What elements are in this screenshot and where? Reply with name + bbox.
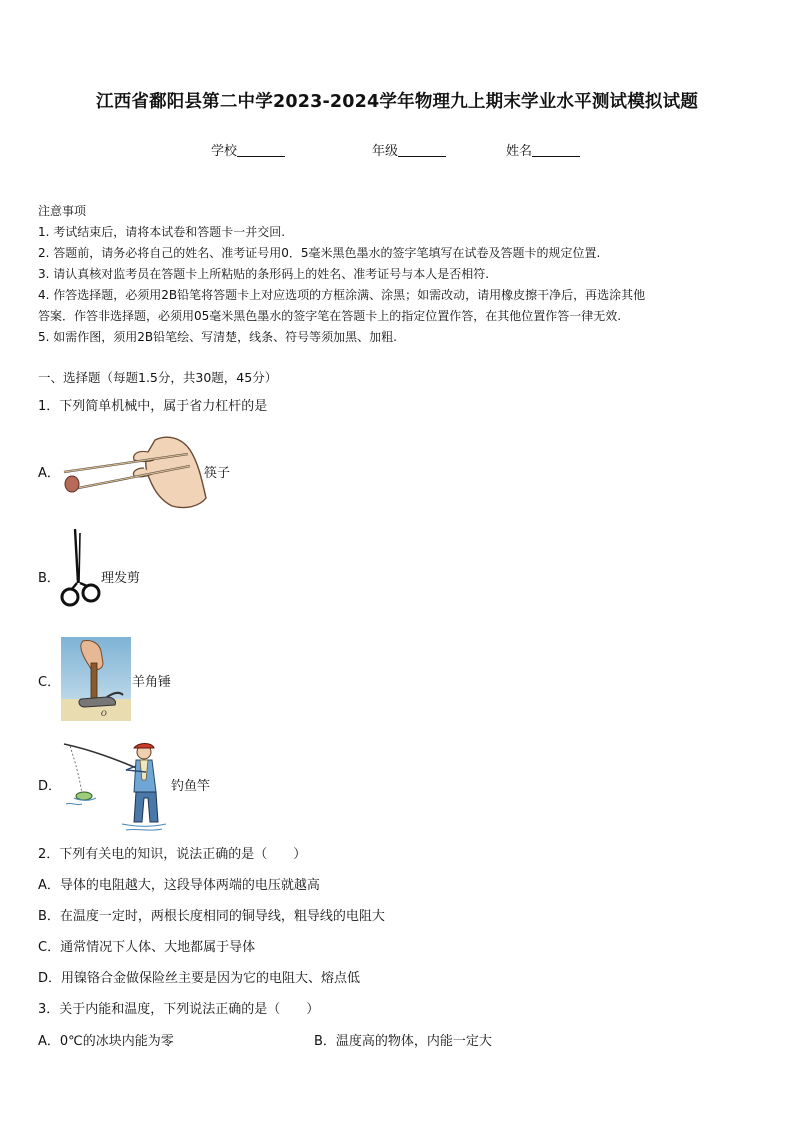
claw-hammer-icon	[61, 637, 131, 721]
section-title: 一、选择题（每题1.5分，共30题，45分）	[38, 370, 278, 385]
name-blank	[532, 142, 580, 157]
q1-option-a-letter: A．	[38, 466, 60, 481]
q1-option-a-label: 筷子	[204, 466, 231, 481]
question-3-stem: 3．关于内能和温度，下列说法正确的是（ ）	[38, 1002, 320, 1017]
school-field	[211, 140, 285, 159]
notes-heading: 注意事项	[38, 204, 87, 218]
q2-option-d: D．用镍铬合金做保险丝主要是因为它的电阻大、熔点低	[38, 971, 361, 986]
page-title: 江西省鄱阳县第二中学2023-2024学年物理九上期末学业水平测试模拟试题	[95, 92, 699, 112]
q3-option-a: A．0℃的冰块内能为零	[38, 1034, 174, 1049]
note-line: 4. 作答选择题，必须用2B铅笔将答题卡上对应选项的方框涂满、涂黑；如需改动，请用橡皮擦干净后，再选涂其他	[38, 288, 646, 302]
name-field	[506, 140, 580, 159]
q1-option-c-letter: C．	[38, 675, 61, 690]
fulcrum-label: O	[101, 710, 107, 718]
grade-label: 年级	[372, 144, 399, 159]
note-line: 2. 答题前，请务必将自己的姓名、准考证号用0．5毫米黑色墨水的签字笔填写在试卷及答题卡的规定位置.	[38, 246, 601, 260]
grade-field	[372, 140, 446, 159]
q1-option-d-label: 钓鱼竿	[171, 779, 211, 794]
q2-option-a: A．导体的电阻越大，这段导体两端的电压就越高	[38, 878, 320, 893]
note-line: 5. 如需作图，须用2B铅笔绘、写清楚，线条、符号等须加黑、加粗.	[38, 330, 397, 344]
scissors-icon	[60, 527, 102, 611]
q1-option-c-label: 羊角锤	[132, 675, 172, 690]
question-1-stem: 1．下列简单机械中，属于省力杠杆的是	[38, 399, 268, 414]
q3-option-b: B．温度高的物体，内能一定大	[314, 1034, 492, 1049]
note-line: 答案．作答非选择题，必须用05毫米黑色墨水的签字笔在答题卡上的指定位置作答，在其他位置作答一律无效.	[38, 309, 622, 323]
note-line: 3. 请认真核对监考员在答题卡上所粘贴的条形码上的姓名、准考证号与本人是否相符.	[38, 267, 490, 281]
q1-option-d-letter: D．	[38, 779, 62, 794]
note-line: 1. 考试结束后，请将本试卷和答题卡一并交回.	[38, 225, 286, 239]
question-2-stem: 2．下列有关电的知识，说法正确的是（ ）	[38, 847, 307, 862]
name-label: 姓名	[506, 144, 533, 159]
school-label: 学校	[211, 144, 238, 159]
q2-option-b: B．在温度一定时，两根长度相同的铜导线，粗导线的电阻大	[38, 909, 385, 924]
q1-option-b-letter: B．	[38, 571, 60, 586]
school-blank	[237, 142, 285, 157]
q1-option-b-label: 理发剪	[101, 571, 141, 586]
chopsticks-icon	[60, 432, 208, 512]
grade-blank	[398, 142, 446, 157]
q2-option-c: C．通常情况下人体、大地都属于导体	[38, 940, 256, 955]
fishing-rod-icon	[62, 740, 168, 832]
